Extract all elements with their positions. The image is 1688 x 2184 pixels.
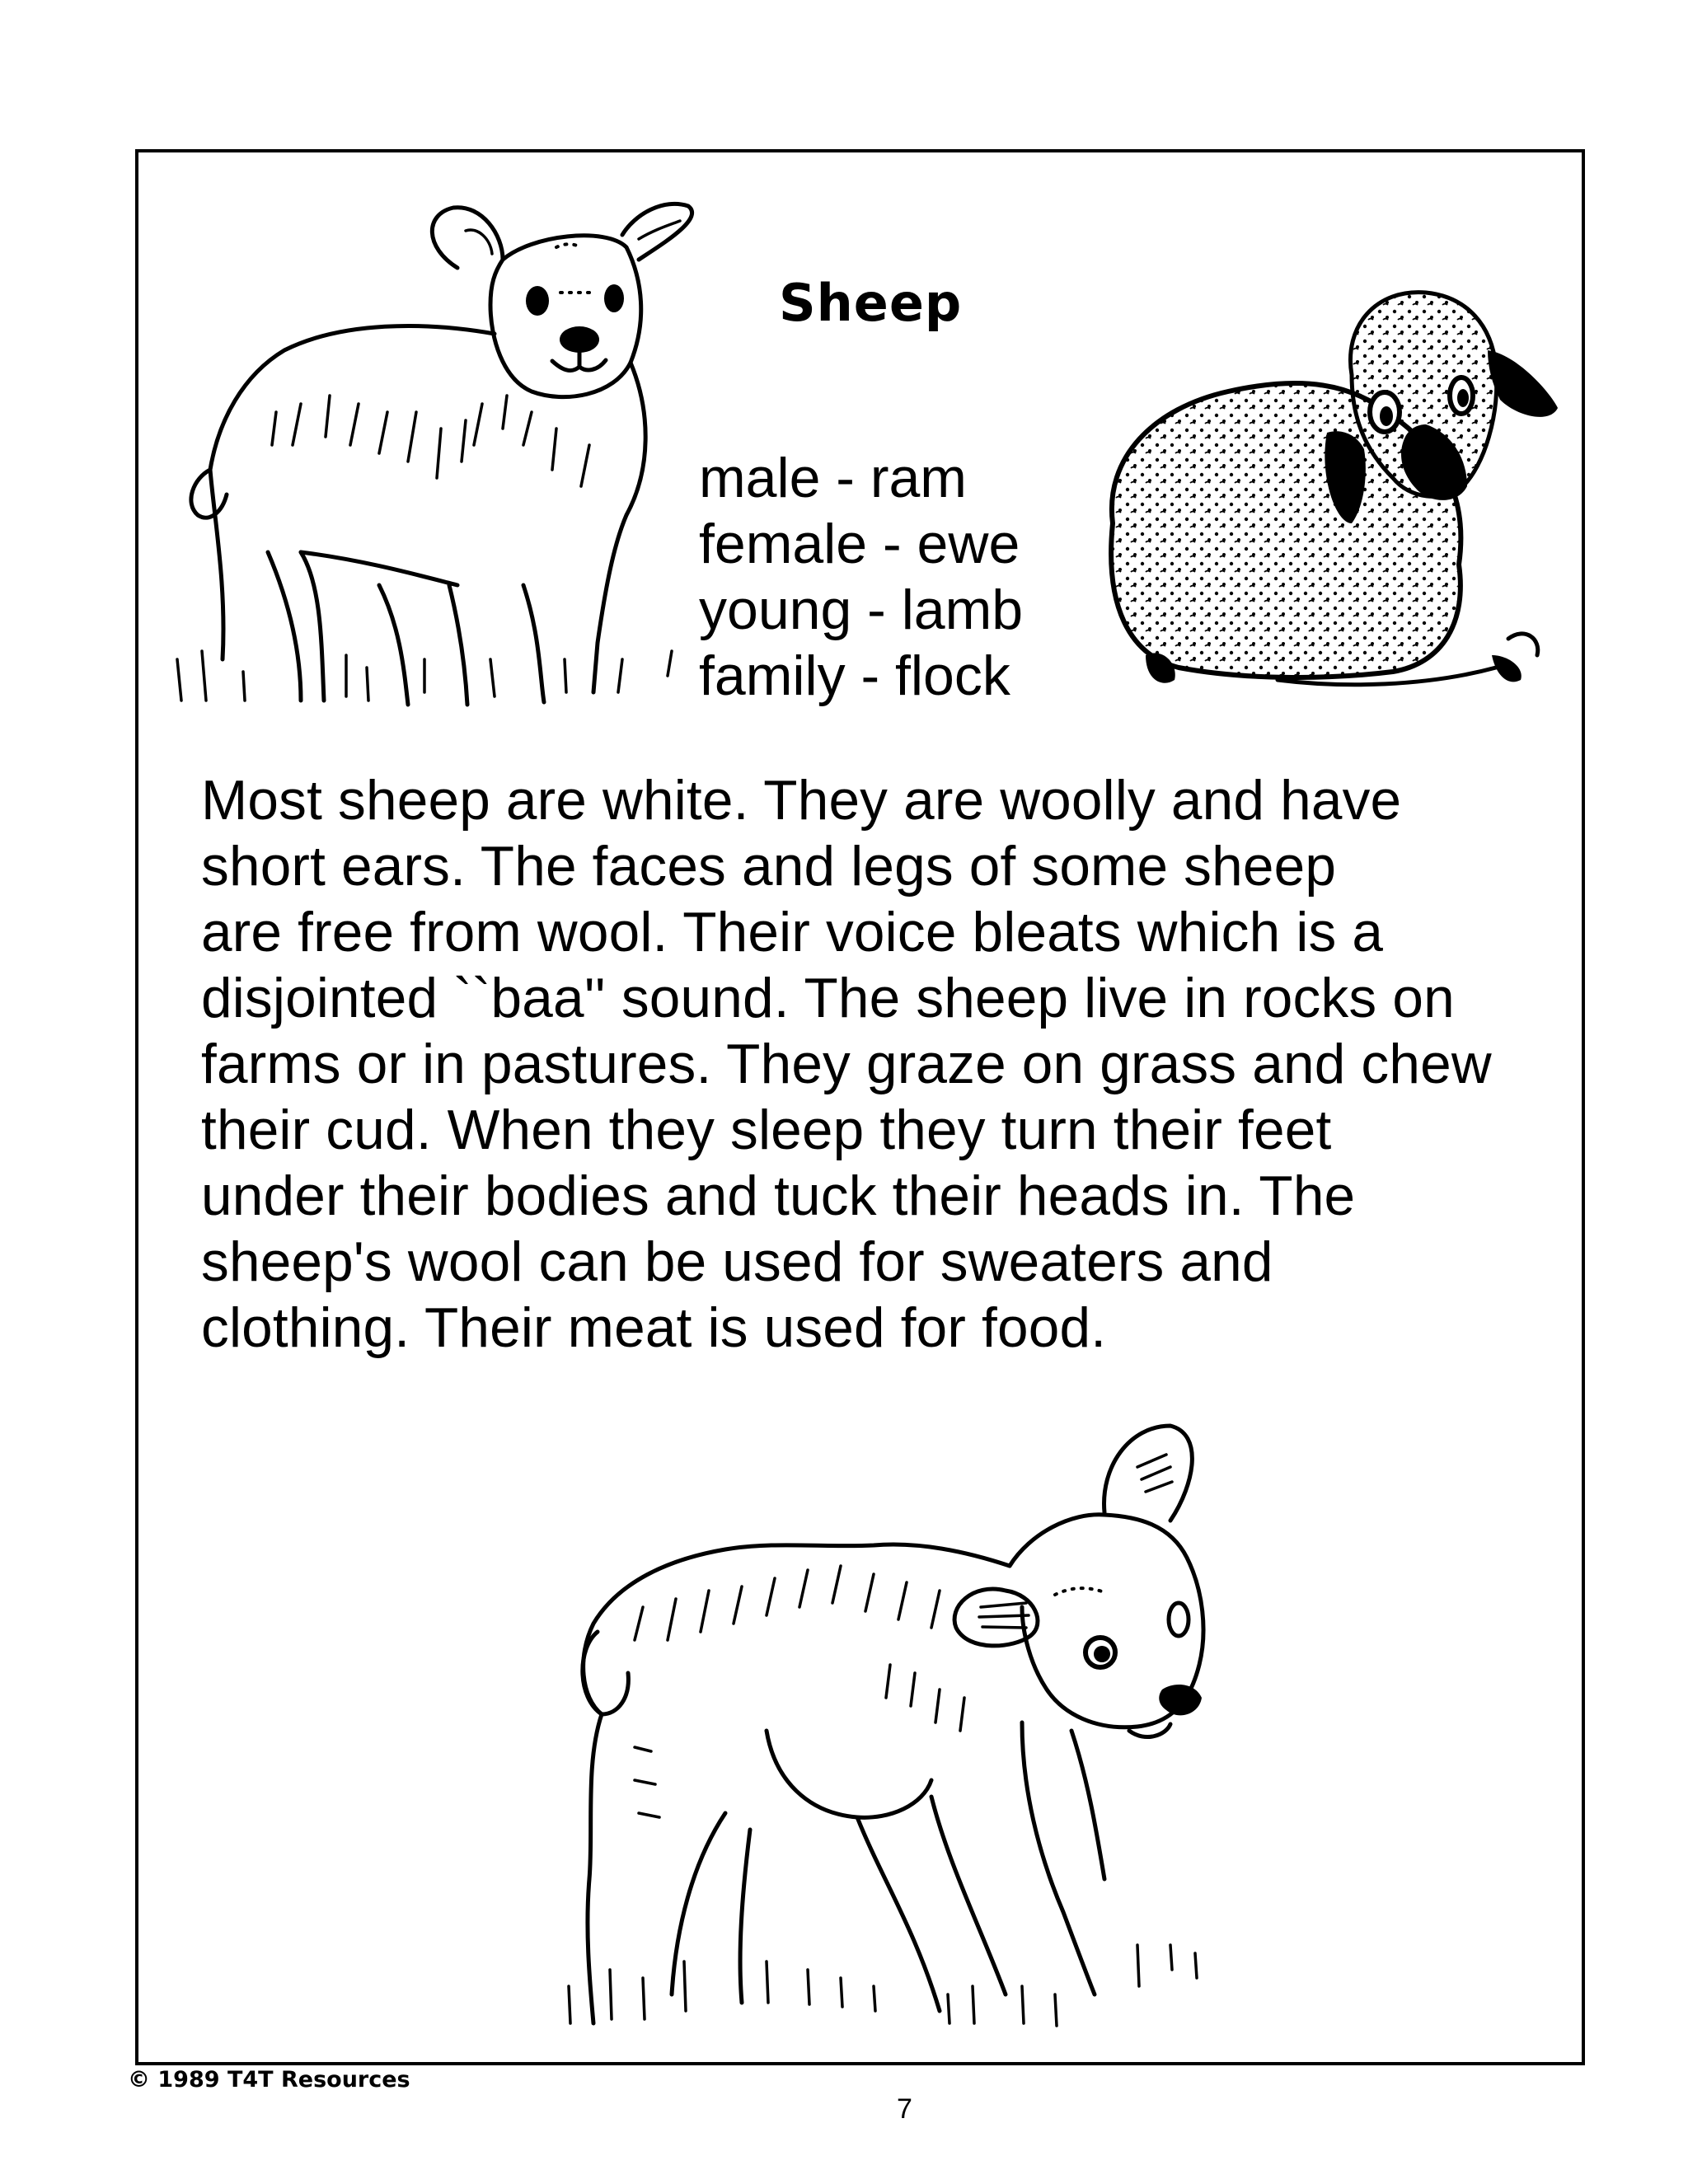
paragraph-line: Most sheep are white. They are woolly and have (201, 770, 1402, 832)
description-paragraph (201, 768, 1492, 1361)
lying-sheep-illustration (1080, 293, 1558, 717)
paragraph-line: sheep's wool can be used for sweaters and (201, 1231, 1273, 1293)
standing-lamb-illustration (177, 198, 705, 709)
term-female: female - ewe (699, 513, 1020, 575)
page-title: Sheep (779, 273, 963, 333)
paragraph-line: are free from wool. Their voice bleats which is a (201, 902, 1384, 963)
term-family: family - flock (699, 644, 1010, 707)
paragraph-line: under their bodies and tuck their heads in. The (201, 1165, 1356, 1227)
term-male: male - ram (699, 447, 967, 509)
paragraph-line: their cud. When they sleep they turn their feet (201, 1099, 1332, 1161)
sheep-terms-list (699, 445, 1023, 709)
page-number: 7 (897, 2093, 912, 2125)
copyright-notice: © 1989 T4T Resources (128, 2067, 410, 2093)
paragraph-line: clothing. Their meat is used for food. (201, 1297, 1107, 1359)
paragraph-line: short ears. The faces and legs of some sheep (201, 836, 1337, 898)
paragraph-line: disjointed ``baa'' sound. The sheep live in rocks on (201, 968, 1455, 1029)
walking-lamb-illustration (560, 1418, 1212, 2027)
paragraph-line: farms or in pastures. They graze on grass and chew (201, 1033, 1492, 1095)
term-young: young - lamb (699, 579, 1024, 641)
